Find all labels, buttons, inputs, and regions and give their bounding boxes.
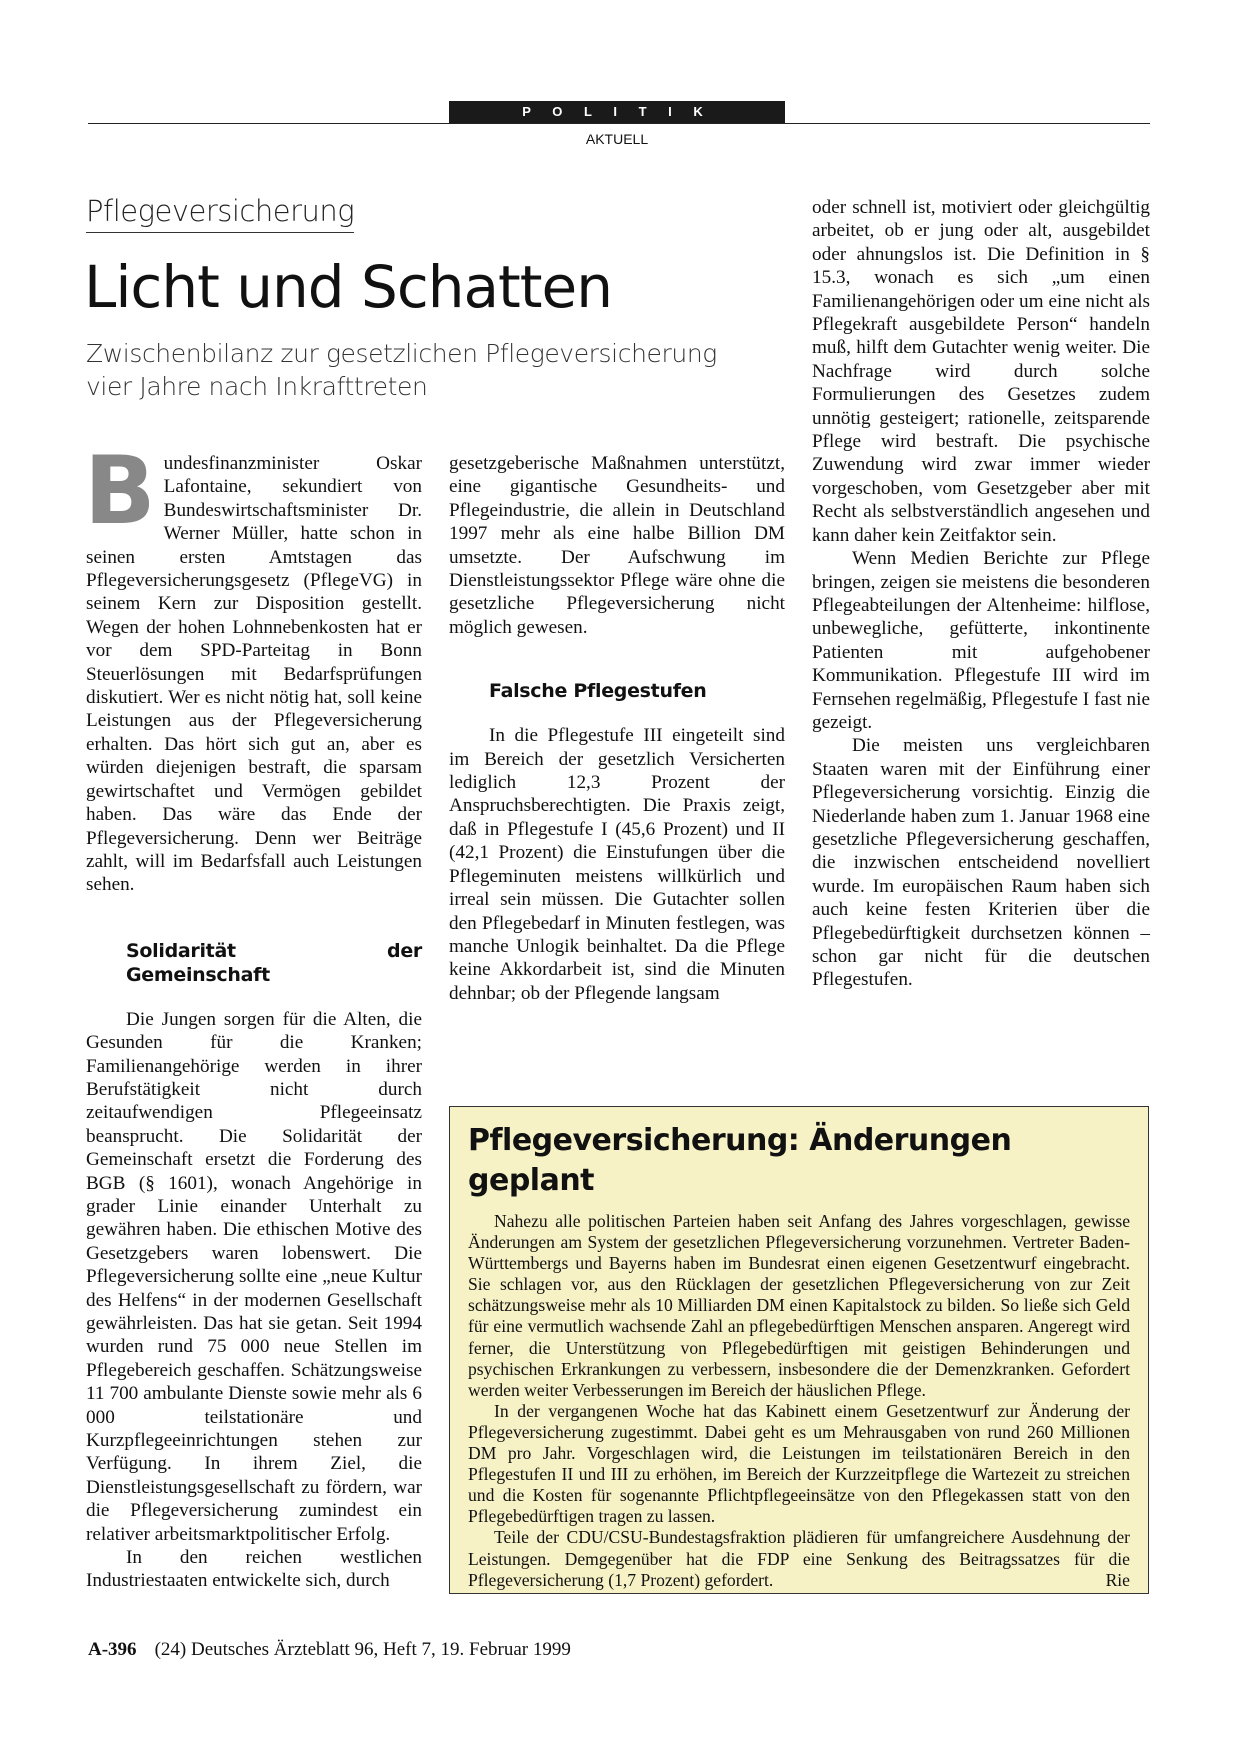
header-rule [88, 123, 1150, 124]
article-headline: Licht und Schatten [84, 253, 612, 321]
info-box-body [468, 1211, 1130, 1591]
paragraph: In den reichen westlichen Industriestaaten entwickelte sich, durch [86, 1547, 422, 1592]
drop-cap: B [84, 437, 156, 546]
page-footer [88, 1638, 571, 1662]
ressort-label: P O L I T I K [449, 101, 785, 123]
article-column-3 [812, 196, 1150, 992]
article-column-1 [84, 437, 422, 1593]
info-paragraph: Nahezu alle politischen Parteien haben seit Anfang des Jahres vorgeschlagen, gewisse Änderungen am System der gesetzlichen Pflegeversicherung vorzunehmen. Vertreter Baden-Württembergs und Bayerns haben im Bundesrat einen eigenen Gesetzentwurf eingebracht. Sie schlagen vor, aus den Rücklagen der gesetzlichen Pflegeversicherung von zur Zeit schätzungsweise mehr als 10 Milliarden DM einen Kapitalstock zu bilden. So ließe sich Geld für eine vermutlich wachsende Zahl an pflegebedürftigen Menschen ansparen. Angeregt wird ferner, die Unterstützung von Pflegebedürftigen mit geistigen Behinderungen und psychischen Erkrankungen zu verbessern, insbesondere die der Demenzkranken. Gefordert werden weiter Verbesserungen im Bereich der häuslichen Pflege. [468, 1211, 1130, 1400]
journal-citation: (24) Deutsches Ärzteblatt 96, Heft 7, 19. Februar 1999 [154, 1639, 571, 1660]
subheading-solidaritaet: Solidarität der Gemeinschaft [126, 939, 422, 986]
article-kicker: Pflegeversicherung [86, 193, 354, 233]
info-box-title: Pflegeversicherung: Änderungen geplant [468, 1123, 1012, 1198]
subheading-pflegestufen: Falsche Pflegestufen [489, 680, 707, 703]
paragraph: Wenn Medien Berichte zur Pflege bringen, zeigen sie meistens die besonderen Pflegeabteilungen der Altenheime: hilflose, unbewegliche, gefütterte, inkontinente Patienten mit aufgehobener Kommunikation. Pflegestufe III wird im Fernsehen regelmäßig, Pflegestufe I fast nie gezeigt. [812, 548, 1150, 733]
info-paragraph: In der vergangenen Woche hat das Kabinett einem Gesetzentwurf zur Änderung der Pflegeversicherung zugestimmt. Dabei geht es um Mehrausgaben von rund 260 Millionen DM pro Jahr. Vorgeschlagen wird, die Leistungen im teilstationären Bereich in den Pflegestufen II und III zu erhöhen, im Bereich der Kurzzeitpflege die Wartezeit zu streichen und die Kosten für sogenannte Pflichtpflegeeinsätze von den Pflegekassen statt von den Pflegebedürftigen tragen zu lassen. [468, 1400, 1130, 1527]
info-box [449, 1106, 1149, 1594]
info-paragraph [468, 1527, 1130, 1590]
info-text: Teile der CDU/CSU-Bundestagsfraktion plädieren für umfangreichere Ausdehnung der Leistungen. Demgegenüber hat die FDP eine Senkung des Beitragssatzes für die Pflegeversicherung (1,7 Prozent) gefordert. [468, 1527, 1130, 1590]
paragraph: Die Jungen sorgen für die Alten, die Gesunden für die Kranken; Familienangehörige werden in ihrer Berufstätigkeit nicht durch zeitaufwendigen Pflegeeinsatz beansprucht. Die Solidarität der Gemeinschaft ersetzt die Forderung des BGB (§ 1601), wonach Angehörige in grader Linie einander Unterhalt zu gewähren haben. Die ethischen Motive des Gesetzgebers waren lobenswert. Die Pflegeversicherung sollte eine „neue Kultur des Helfens“ in der modernen Gesellschaft gewährleisten. Das hat sie getan. Seit 1994 wurden rund 75 000 neue Stellen im Pflegebereich geschaffen. Schätzungsweise 11 700 ambulante Dienste sowie mehr als 6 000 teilstationäre und Kurzpflegeeinrichtungen stehen zur Verfügung. In ihrem Ziel, die Dienstleistungsgesellschaft zu fördern, war die Pflegeversicherung zumindest ein relativer arbeitsmarktpolitischer Erfolg. [86, 1008, 422, 1545]
intro-paragraph [84, 437, 422, 897]
paragraph: In die Pflegestufe III eingeteilt sind im Bereich der gesetzlich Versicherten lediglich 12,3 Prozent der Anspruchsberechtigten. Die Praxis zeigt, daß in Pflegestufe I (45,6 Prozent) und II (42,1 Prozent) die Einstufungen über die Pflegeminuten meistens willkürlich und irreal sein müssen. Die Gutachter sollen den Pflegebedarf in Minuten festlegen, was manche Unlogik beinhaltet. Da die Pflege keine Akkordarbeit ist, sind die Minuten dehnbar; ob der Pflegende langsam [449, 725, 785, 1004]
intro-text: undesfinanzminister Oskar Lafontaine, sekundiert von Bundeswirtschaftsminister Dr. Werner Müller, hatte schon in seinen ersten Amtstagen das Pflegeversicherungsgesetz (PflegeVG) in seinem Kern zur Disposition gestellt. Wegen der hohen Lohnnebenkosten hat er vor dem SPD-Parteitag in Bonn Steuerlösungen mit Bedarfsprüfungen diskutiert. Wer es nicht nötig hat, soll keine Leistungen aus der Pflegeversicherung erhalten. Das hört sich gut an, aber es würden diejenigen bestraft, die sparsam gewirtschaftet und Vermögen gebildet haben. Das wäre das Ende der Pflegeversicherung. Denn wer Beiträge zahlt, will im Bedarfsfall auch Leistungen sehen. [86, 453, 422, 896]
paragraph: Die meisten uns vergleichbaren Staaten waren mit der Einführung einer Pflegeversicherung vorsichtig. Einzig die Niederlande haben zum 1. Januar 1968 eine gesetzliche Pflegeversicherung geschaffen, die inzwischen entscheidend novelliert wurde. Im europäischen Raum haben sich auch keine festen Kriterien über die Pflegebedürftigkeit durchsetzen können – schon gar nicht für die deutschen Pflegestufen. [812, 735, 1150, 991]
paragraph: oder schnell ist, motiviert oder gleichgültig arbeitet, ob er jung oder alt, ausgebildet oder ahnungslos ist. Die Definition in § 15.3, wonach es sich „um einen Familienangehörigen oder um eine nicht als Pflegekraft ausgebildete Person“ handeln muß, hilft dem Gutachter wenig weiter. Die Nachfrage wird durch solche Formulierungen des Gesetzes zudem unnötig gesteigert; rationelle, zeitsparende Pflege wird bestraft. Die psychische Zuwendung wird zwar immer wieder vorgeschoben, vom Gesetzgeber aber mit Recht als selbstverständlich angesehen und kann daher kein Zeitfaktor sein. [812, 197, 1150, 546]
article-column-2 [449, 452, 785, 1005]
paragraph: gesetzgeberische Maßnahmen unterstützt, eine gigantische Gesundheits- und Pflegeindustrie, die allein in Deutschland 1997 mehr als eine halbe Billion DM umsetzte. Der Aufschwung im Dienstleistungssektor Pflege wäre ohne die gesetzliche Pflegeversicherung nicht möglich gewesen. [449, 453, 785, 638]
page-number: A-396 [88, 1639, 137, 1660]
article-subheadline: Zwischenbilanz zur gesetzlichen Pflegeversicherung vier Jahre nach Inkrafttreten [86, 339, 717, 401]
rubrik-label: AKTUELL [585, 131, 649, 147]
author-signature: Rie [1105, 1569, 1130, 1590]
